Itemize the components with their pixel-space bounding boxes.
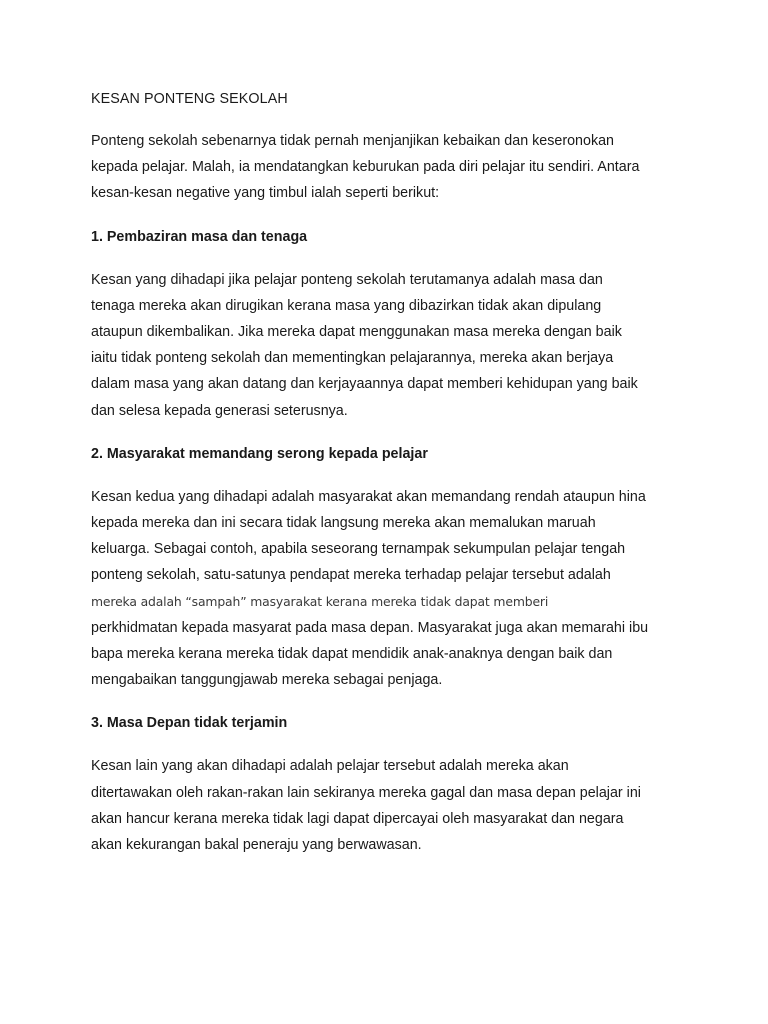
document-title: KESAN PONTENG SEKOLAH [91, 91, 288, 107]
paragraph-line: mengabaikan tanggungjawab mereka sebagai penjaga. [91, 672, 443, 689]
paragraph-line: akan hancur kerana mereka tidak lagi dapat dipercayai oleh masyarakat dan negara [91, 810, 624, 827]
paragraph-line: kepada pelajar. Malah, ia mendatangkan keburukan pada diri pelajar itu sendiri. Antara [91, 159, 640, 176]
paragraph-line: Kesan yang dihadapi jika pelajar ponteng sekolah terutamanya adalah masa dan [91, 271, 603, 288]
intro-paragraph [91, 128, 691, 207]
section-heading: 1. Pembaziran masa dan tenaga [91, 228, 308, 245]
paragraph-line: iaitu tidak ponteng sekolah dan mementingkan pelajarannya, mereka akan berjaya [91, 350, 614, 367]
paragraph-line: kepada mereka dan ini secara tidak langsung mereka akan memalukan maruah [91, 515, 596, 532]
section-heading: 2. Masyarakat memandang serong kepada pelajar [91, 445, 428, 462]
section-paragraph [91, 753, 691, 858]
paragraph-line: perkhidmatan kepada masyarat pada masa depan. Masyarakat juga akan memarahi ibu [91, 619, 649, 636]
paragraph-line: ponteng sekolah, satu-satunya pendapat mereka terhadap pelajar tersebut adalah [91, 567, 611, 584]
paragraph-line: dalam masa yang akan datang dan kerjayaannya dapat memberi kehidupan yang baik [91, 376, 638, 393]
paragraph-line: ditertawakan oleh rakan-rakan lain sekiranya mereka gagal dan masa depan pelajar ini [91, 784, 641, 801]
section-paragraph [91, 267, 691, 424]
paragraph-line: dan selesa kepada generasi seterusnya. [91, 402, 348, 419]
section-heading: 3. Masa Depan tidak terjamin [91, 715, 288, 732]
paragraph-line: akan kekurangan bakal peneraju yang berwawasan. [91, 837, 422, 854]
section-paragraph [91, 484, 691, 694]
paragraph-line: Kesan lain yang akan dihadapi adalah pelajar tersebut adalah mereka akan [91, 758, 569, 775]
paragraph-line: bapa mereka kerana mereka tidak dapat mendidik anak-anaknya dengan baik dan [91, 646, 613, 663]
paragraph-line: kesan-kesan negative yang timbul ialah seperti berikut: [91, 185, 440, 202]
paragraph-line: tenaga mereka akan dirugikan kerana masa yang dibazirkan tidak akan dipulang [91, 297, 602, 314]
paragraph-line: keluarga. Sebagai contoh, apabila seseorang ternampak sekumpulan pelajar tengah [91, 541, 626, 558]
document-page [91, 86, 691, 875]
paragraph-line: Ponteng sekolah sebenarnya tidak pernah menjanjikan kebaikan dan keseronokan [91, 133, 614, 149]
paragraph-line-alt-font: mereka adalah “sampah” masyarakat kerana mereka tidak dapat memberi [91, 593, 549, 609]
paragraph-line: ataupun dikembalikan. Jika mereka dapat menggunakan masa mereka dengan baik [91, 324, 622, 341]
paragraph-line: Kesan kedua yang dihadapi adalah masyarakat akan memandang rendah ataupun hina [91, 488, 646, 505]
